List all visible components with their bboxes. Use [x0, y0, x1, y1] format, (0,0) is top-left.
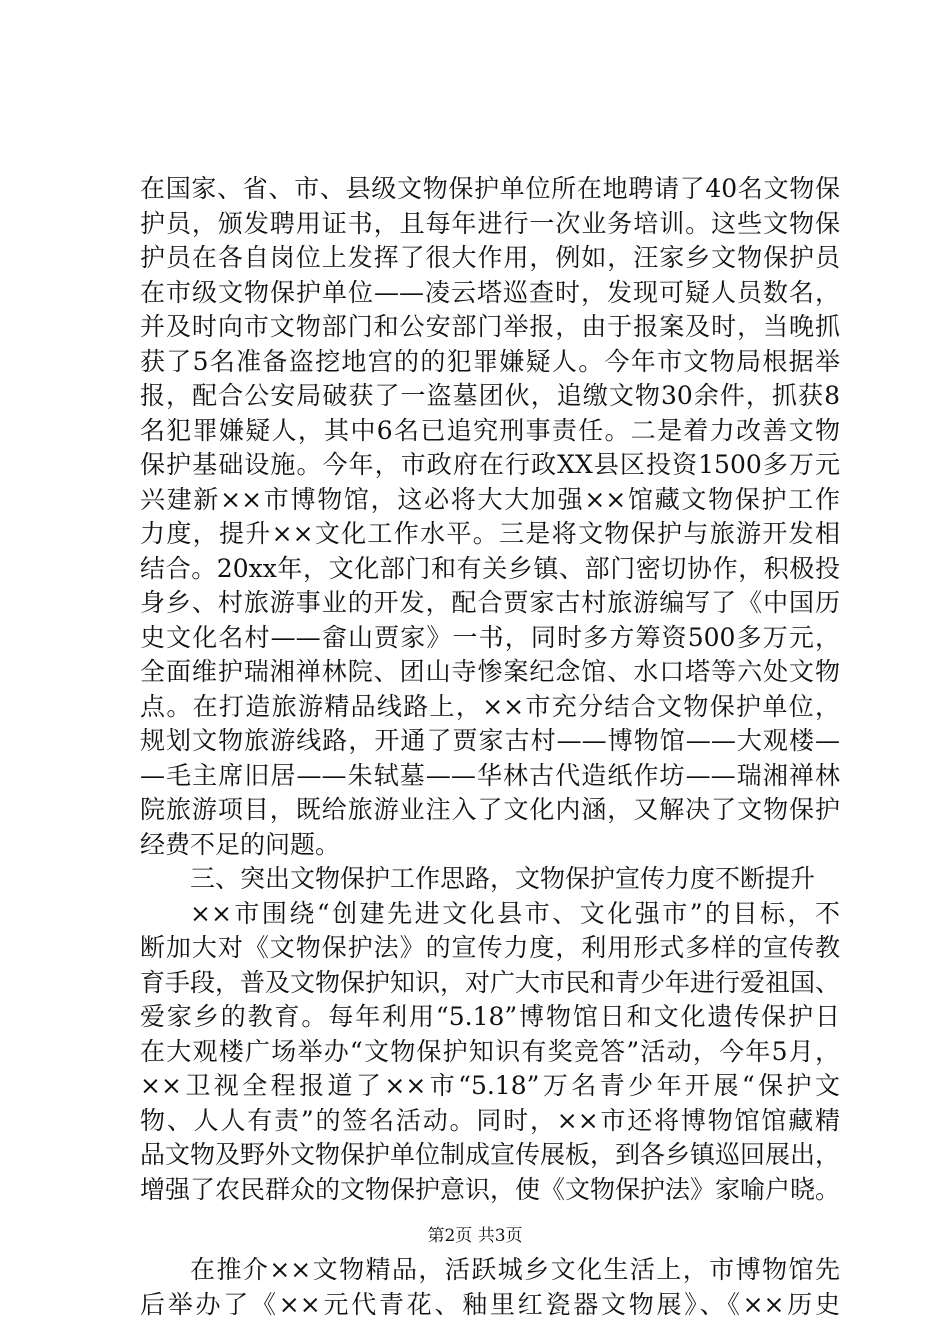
text-line: 在推介××文物精品，活跃城乡文化生活上，市博物馆先	[190, 1255, 840, 1284]
text-line: 保护基础设施。今年，市政府在行政XX县区投资1500多万元	[140, 450, 840, 479]
text-line: 点。在打造旅游精品线路上，××市充分结合文物保护单位，	[140, 691, 840, 721]
paragraph-3	[140, 1253, 840, 1322]
paragraph-2	[140, 897, 840, 1208]
text-line: 在大观楼广场举办“文物保护知识有奖竞答”活动，今年5月，	[140, 1036, 840, 1066]
text-line: 院旅游项目，既给旅游业注入了文化内涵，又解决了文物保护	[140, 795, 840, 824]
paragraph-1	[140, 172, 840, 862]
text-line: —毛主席旧居——朱轼墓——华林古代造纸作坊——瑞湘禅林	[140, 760, 840, 790]
text-line: 规划文物旅游线路，开通了贾家古村——博物馆——大观楼—	[140, 726, 840, 755]
text-line: 报，配合公安局破获了一盗墓团伙，追缴文物30余件，抓获8	[140, 381, 840, 410]
text-line: 结合。20xx年，文化部门和有关乡镇、部门密切协作，积极投	[140, 553, 840, 583]
text-line: 兴建新××市博物馆，这必将大大加强××馆藏文物保护工作	[140, 484, 840, 514]
text-line: 物、人人有责”的签名活动。同时，××市还将博物馆馆藏精	[140, 1105, 840, 1135]
text-line: 经费不足的问题。	[140, 829, 341, 859]
text-line: ××市围绕“创建先进文化县市、文化强市”的目标，不	[190, 898, 840, 928]
document-body	[140, 172, 840, 1322]
text-line: 护员，颁发聘用证书，且每年进行一次业务培训。这些文物保	[140, 208, 840, 238]
text-line: 并及时向市文物部门和公安部门举报，由于报案及时，当晚抓	[140, 312, 840, 341]
text-line: 品文物及野外文物保护单位制成宣传展板，到各乡镇巡回展出，	[140, 1140, 841, 1169]
text-line: 史文化名村——畲山贾家》一书，同时多方筹资500多万元，	[140, 622, 840, 652]
text-line: 护员在各自岗位上发挥了很大作用，例如，汪家乡文物保护员	[140, 243, 840, 272]
page-footer	[0, 1224, 950, 1248]
text-line: 获了5名准备盗挖地宫的的犯罪嫌疑人。今年市文物局根据举	[140, 346, 840, 376]
text-line: 名犯罪嫌疑人，其中6名已追究刑事责任。二是着力改善文物	[140, 415, 840, 445]
text-line: 爱家乡的教育。每年利用“5.18”博物馆日和文化遗传保护日	[140, 1002, 840, 1031]
text-line: 后举办了《××元代青花、釉里红瓷器文物展》、《××历史	[140, 1289, 840, 1319]
text-line: 断加大对《文物保护法》的宣传力度，利用形式多样的宣传教	[140, 933, 840, 962]
text-line: 全面维护瑞湘禅林院、团山寺惨案纪念馆、水口塔等六处文物	[140, 657, 840, 686]
section-heading: 三、突出文物保护工作思路，文物保护宣传力度不断提升	[190, 864, 816, 893]
text-line: 身乡、村旅游事业的开发，配合贾家古村旅游编写了《中国历	[140, 588, 840, 617]
text-line: ××卫视全程报道了××市“5.18”万名青少年开展“保护文	[140, 1071, 840, 1100]
text-line: 育手段，普及文物保护知识，对广大市民和青少年进行爱祖国、	[140, 967, 841, 997]
text-line: 在国家、省、市、县级文物保护单位所在地聘请了40名文物保	[140, 174, 840, 203]
text-line: 增强了农民群众的文物保护意识，使《文物保护法》家喻户晓。	[140, 1174, 841, 1204]
text-line: 在市级文物保护单位——凌云塔巡查时，发现可疑人员数名，	[140, 277, 840, 307]
page-number: 第2页 共3页	[427, 1226, 523, 1246]
text-line: 力度，提升××文化工作水平。三是将文物保护与旅游开发相	[140, 519, 840, 548]
